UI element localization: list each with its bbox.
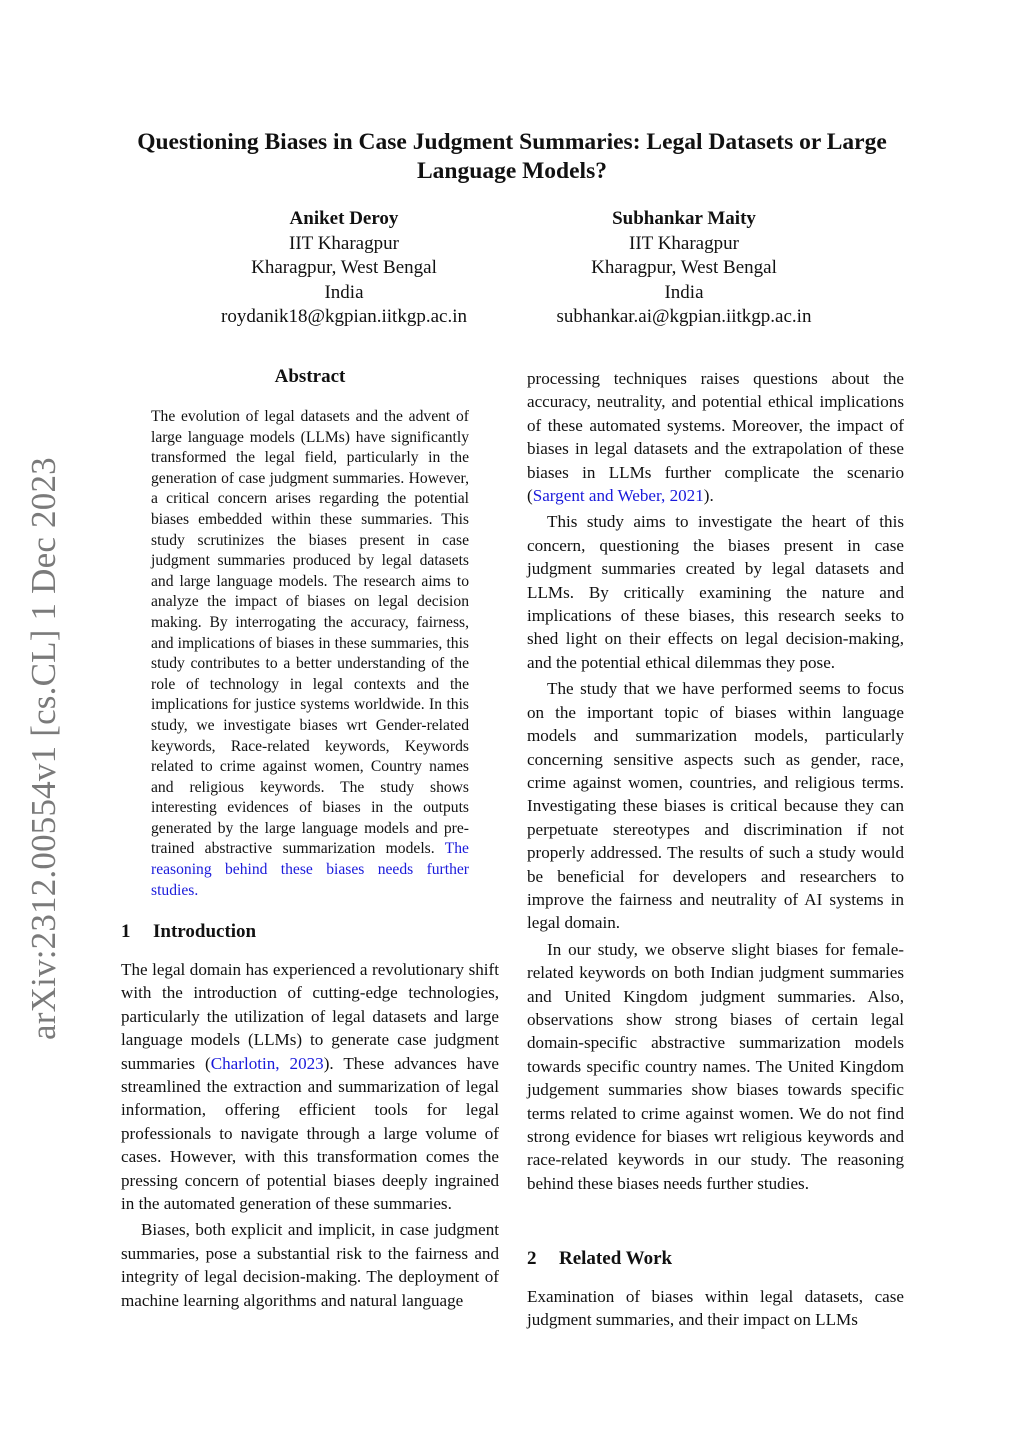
author-block — [514, 207, 854, 330]
citation-link[interactable]: Sargent and Weber, 2021 — [532, 486, 704, 506]
paper-title: Questioning Biases in Case Judgment Summaries: Legal Datasets or Large Language Models? — [137, 129, 887, 184]
section-heading-related-work: 2 Related Work — [527, 1248, 673, 1269]
author-block — [174, 207, 514, 330]
abstract-text — [151, 407, 469, 901]
citation-link[interactable]: Charlotin, 2023 — [210, 1053, 324, 1073]
related-work-column — [527, 1285, 904, 1332]
author-email[interactable]: roydanik18@kgpian.iitkgp.ac.in — [221, 306, 467, 327]
abstract-highlight: The reasoning behind these biases needs further studies. — [151, 840, 469, 899]
intro-right-column — [527, 367, 904, 1195]
author-email[interactable]: subhankar.ai@kgpian.iitkgp.ac.in — [556, 306, 812, 327]
author-location: Kharagpur, West Bengal — [251, 257, 437, 278]
section-heading-introduction: 1 Introduction — [121, 921, 257, 942]
intro-paragraph: The legal domain has experienced a revolutionary shift with the introduction of cutting-edge technologies, particularly the utilization of legal datasets and large language models (LLMs) to generate case judgment summaries (Charlotin, 2023). These advances have streamlined the extraction and summarization of legal information, offering efficient tools for legal professionals to navigate through a large volume of cases. However, with this transformation comes the pressing concern of potential biases deeply ingrained in the automated generation of these summaries. — [121, 960, 499, 1214]
author-country: India — [664, 281, 704, 303]
intro-paragraph-continued: processing techniques raises questions about the accuracy, neutrality, and potential ethical implications of these automated systems. Moreover, the impact of biases in legal datasets and the extrapolation of these biases in LLMs further complicate the scenario (Sargent and Weber, 2021). — [527, 369, 904, 506]
author-affiliation: IIT Kharagpur — [629, 232, 739, 254]
author-location: Kharagpur, West Bengal — [591, 257, 777, 278]
intro-left-column — [121, 958, 499, 1312]
author-name: Aniket Deroy — [289, 208, 399, 229]
intro-paragraph: The study that we have performed seems to focus on the important topic of biases within language models and summarization models, particularly concerning sensitive aspects such as gender, race, crime against women, countries, and religious terms. Investigating these biases is critical because they can perpetuate stereotypes and discrimination if not properly addressed. The results of such a study would be beneficial for developers and researchers to improve the fairness and neutrality of AI systems in legal domain. — [527, 679, 904, 933]
author-affiliation: IIT Kharagpur — [289, 232, 399, 254]
intro-paragraph: This study aims to investigate the heart of this concern, questioning the biases present in case judgment summaries created by legal datasets and LLMs. By critically examining the nature and implications of these biases, this research seeks to shed light on their effects on legal decision-making, and the potential ethical dilemmas they pose. — [527, 512, 904, 672]
abstract-body: The evolution of legal datasets and the advent of large language models (LLMs) have significantly transformed the legal field, particularly in the generation of case judgment summaries. However, a critical concern arises regarding the potential biases embedded within these summaries. This study scrutinizes the biases present in case judgment summaries produced by legal datasets and large language models. The research aims to analyze the impact of biases on legal decision making. By interrogating the accuracy, fairness, and implications of biases in these summaries, this study contributes to a better understanding of the role of technology in legal contexts and the implications for justice systems worldwide. In this study, we investigate biases wrt Gender-related keywords, Race-related keywords, Keywords related to crime against women, Country names and religious keywords. The study shows interesting evidences of biases in the outputs generated by the large language models and pre-trained abstractive summarization models. — [151, 408, 469, 858]
author-country: India — [324, 281, 364, 303]
related-paragraph: Examination of biases within legal datasets, case judgment summaries, and their impact on LLMs — [527, 1287, 904, 1330]
arxiv-stamp: arXiv:2312.00554v1 [cs.CL] 1 Dec 2023 — [24, 457, 63, 1040]
abstract-heading: Abstract — [274, 366, 346, 387]
author-name: Subhankar Maity — [612, 208, 756, 229]
intro-paragraph: In our study, we observe slight biases for female-related keywords on both Indian judgment summaries and United Kingdom judgment summaries. Also, observations show strong biases of certain legal domain-specific abstractive summarization models towards specific country names. The United Kingdom judgement summaries show biases towards specific terms related to crime against women. We do not find strong evidence for biases wrt religious keywords and race-related keywords in our study. The reasoning behind these biases needs further studies. — [527, 939, 904, 1193]
intro-paragraph: Biases, both explicit and implicit, in case judgment summaries, pose a substantial risk to the fairness and integrity of legal decision-making. The deployment of machine learning algorithms and natural language — [121, 1220, 499, 1310]
